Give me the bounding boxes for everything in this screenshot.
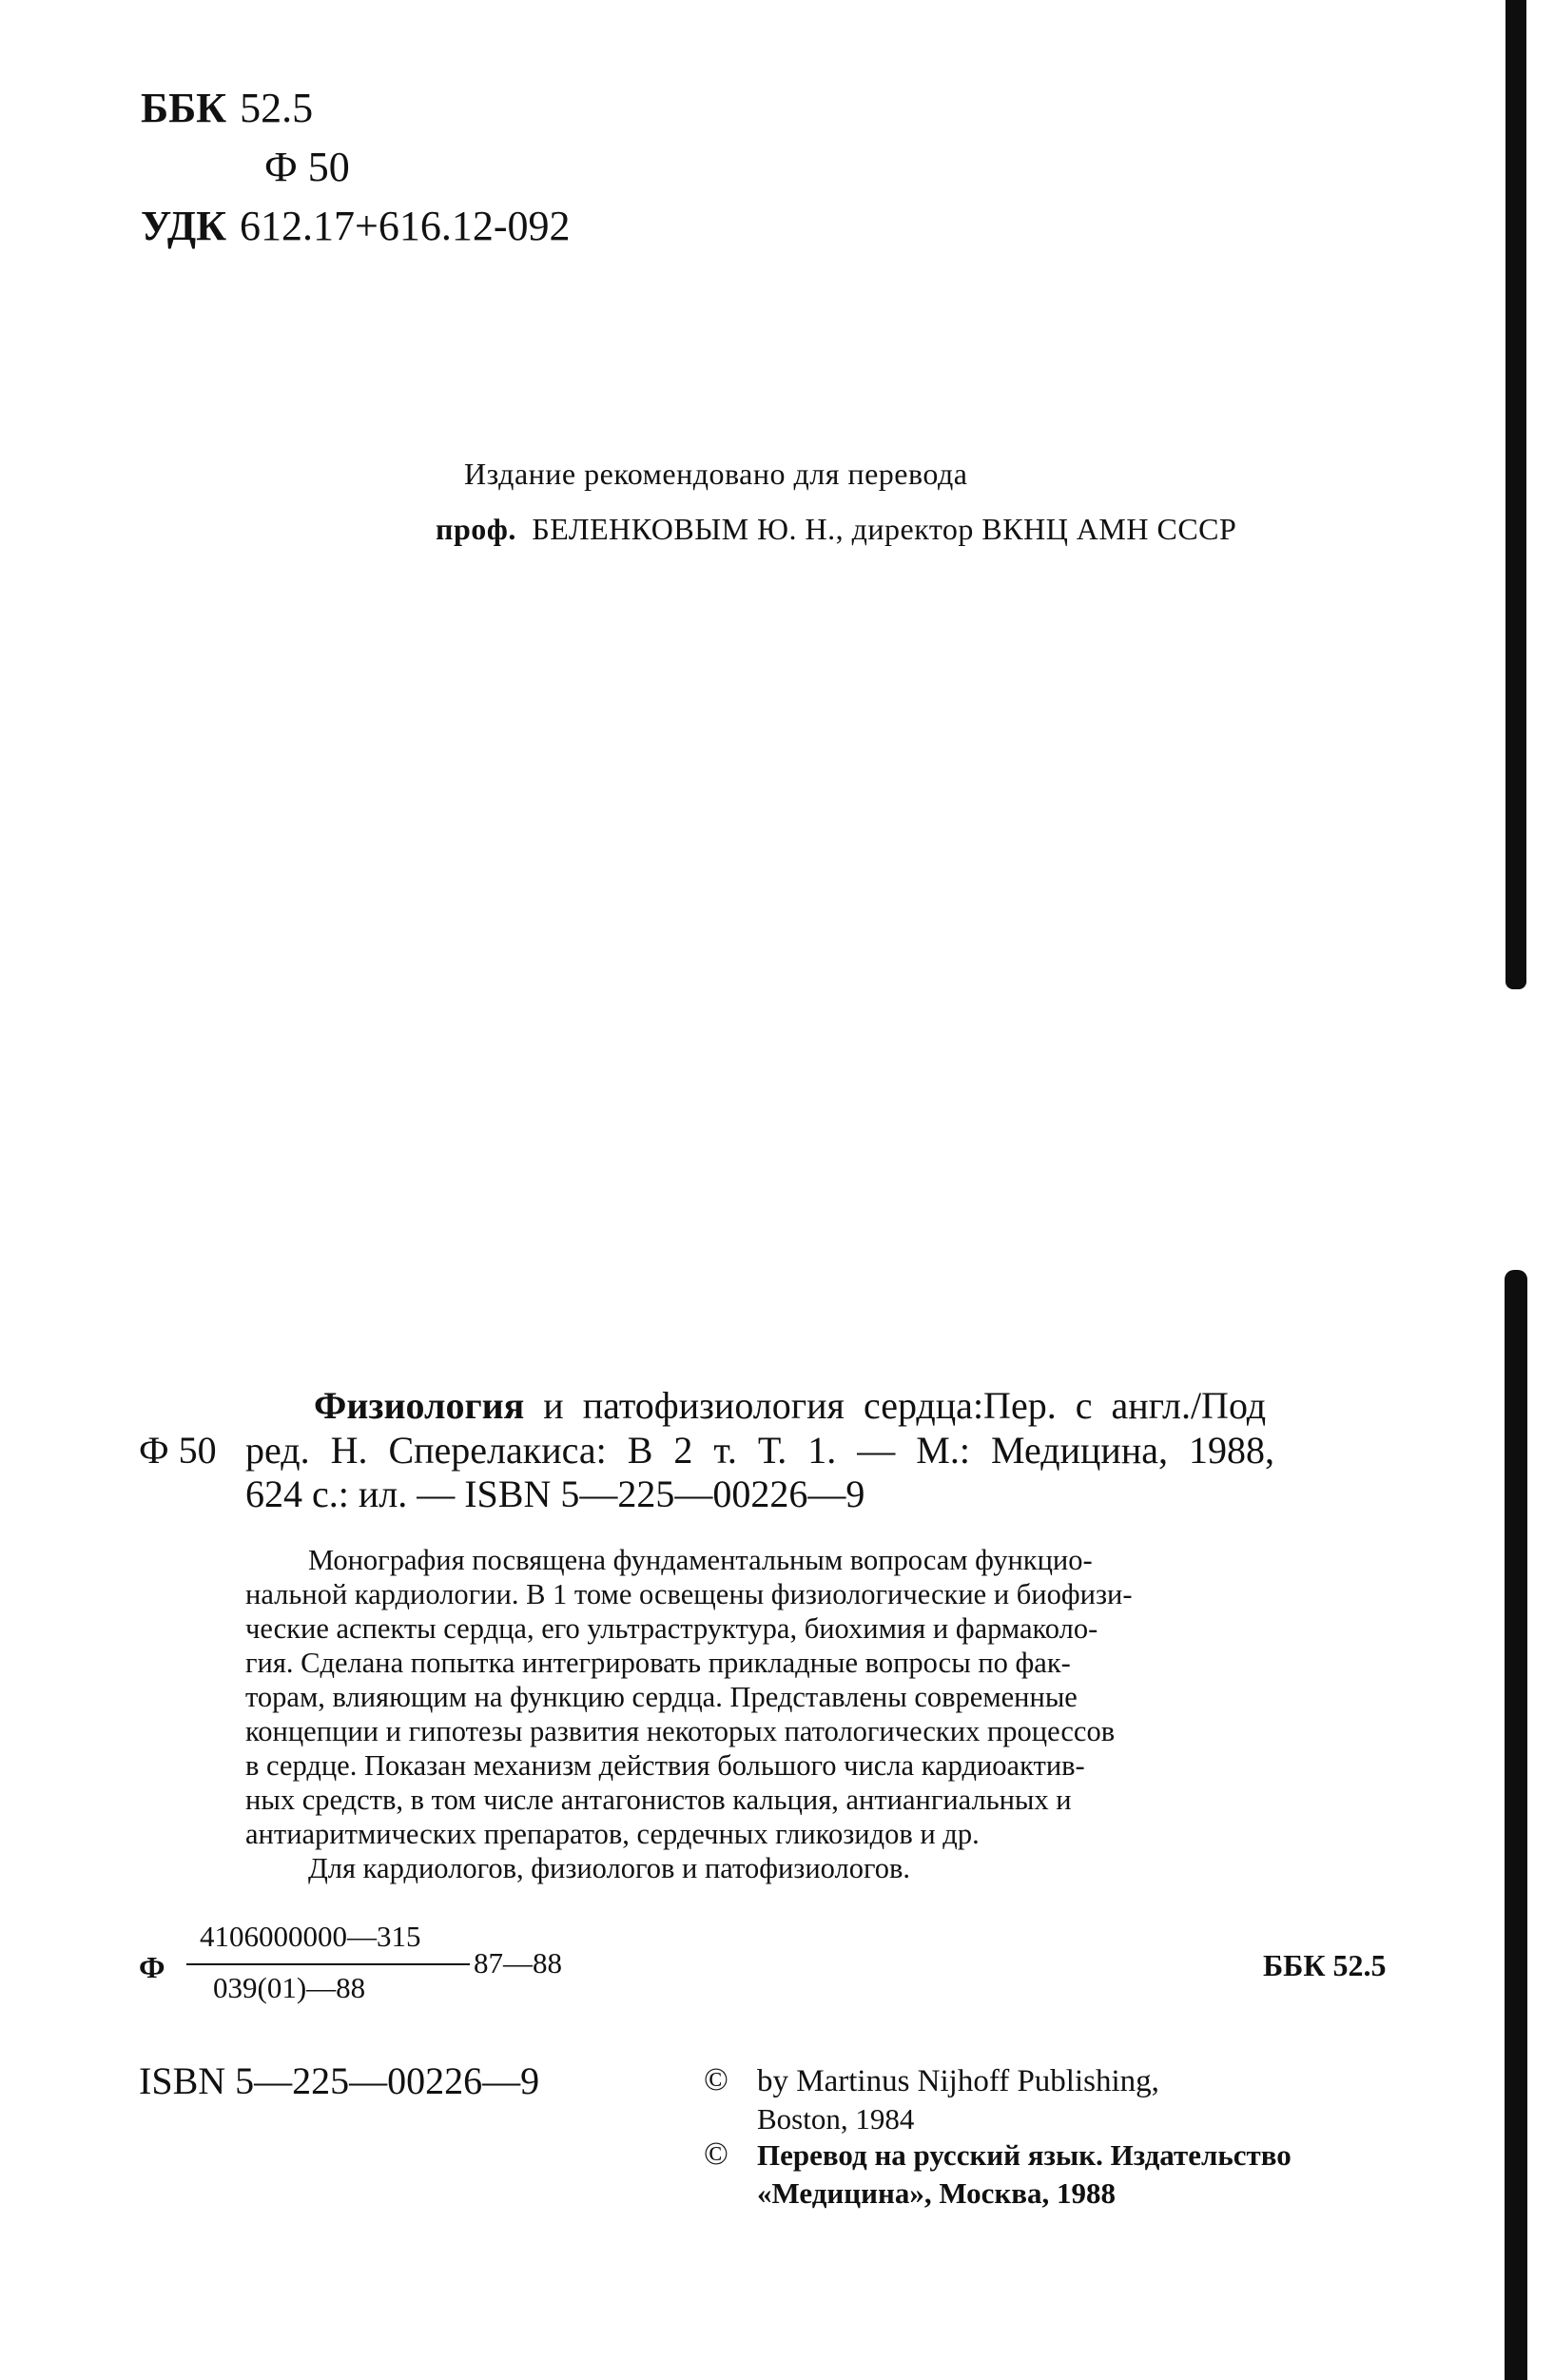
abstract-line: ных средств, в том числе антагонистов кальция, антиангиальных и: [245, 1784, 1072, 1816]
abstract-line: нальной кардиологии. В 1 томе освещены физиологические и биофизи-: [245, 1578, 1133, 1610]
copyright-symbol-1: ©: [704, 2062, 728, 2097]
abstract-line: торам, влияющим на функцию сердца. Представлены современные: [245, 1681, 1078, 1713]
bib-line2: ред. Н. Сперелакиса: В 2 т. Т. 1. — М.: Медицина, 1988,: [245, 1429, 1274, 1472]
author-mark: Ф 50: [264, 144, 350, 190]
abstract: [245, 1543, 1425, 1885]
udk-line: [141, 202, 571, 250]
code-bbk: ББК 52.5: [1263, 1948, 1387, 1982]
udk-value: 612.17+616.12-092: [240, 203, 571, 249]
code-numerator: 4106000000—315: [200, 1920, 421, 1953]
isbn: ISBN 5—225—00226—9: [139, 2059, 540, 2102]
bib-line1-rest: и патофизиология сердца:Пер. с англ./Под: [543, 1384, 1267, 1427]
code-denominator: 039(01)—88: [213, 1971, 366, 2004]
bib-mark: Ф 50: [139, 1429, 217, 1472]
udk-label: УДК: [141, 203, 227, 249]
bbk-line: [141, 84, 313, 132]
scan-edge-bottom: [1505, 1270, 1527, 2380]
abstract-line: концепции и гипотезы развития некоторых патологических процессов: [245, 1715, 1116, 1747]
bib-line1: [314, 1385, 1266, 1427]
scan-edge-top: [1505, 0, 1526, 989]
copyright-symbol-2: ©: [704, 2136, 728, 2172]
abstract-line: в сердце. Показан механизм действия большого числа кардиоактив-: [245, 1749, 1085, 1782]
abstract-audience: Для кардиологов, физиологов и патофизиологов.: [308, 1852, 911, 1884]
recommendation-rest: БЕЛЕНКОВЫМ Ю. Н., директор ВКНЦ АМН СССР: [532, 512, 1237, 546]
bbk-value: 52.5: [240, 85, 314, 131]
copyright-line4: «Медицина», Москва, 1988: [757, 2176, 1117, 2210]
recommendation-line1: Издание рекомендовано для перевода: [464, 457, 968, 491]
copyright-line2: Boston, 1984: [757, 2102, 915, 2136]
bib-title-bold: Физиология: [314, 1384, 525, 1427]
abstract-line: ческие аспекты сердца, его ультраструктура, биохимия и фармаколо-: [245, 1612, 1098, 1645]
abstract-line: Монография посвящена фундаментальным вопросам функцио-: [308, 1544, 1093, 1576]
recommendation-prefix: проф.: [436, 512, 516, 546]
abstract-line: антиаритмических препаратов, сердечных гликозидов и др.: [245, 1818, 980, 1850]
copyright-line1: by Martinus Nijhoff Publishing,: [757, 2064, 1159, 2098]
bbk-label: ББК: [141, 85, 227, 131]
copyright-line3: Перевод на русский язык. Издательство: [757, 2138, 1292, 2172]
bib-line3: 624 с.: ил. — ISBN 5—225—00226—9: [245, 1473, 865, 1515]
recommendation-line2: [436, 512, 1236, 547]
fraction-line: [186, 1963, 470, 1965]
code-letter: Ф: [139, 1950, 165, 1984]
abstract-line: гия. Сделана попытка интегрировать прикладные вопросы по фак-: [245, 1647, 1071, 1679]
code-suffix: 87—88: [474, 1946, 562, 1980]
